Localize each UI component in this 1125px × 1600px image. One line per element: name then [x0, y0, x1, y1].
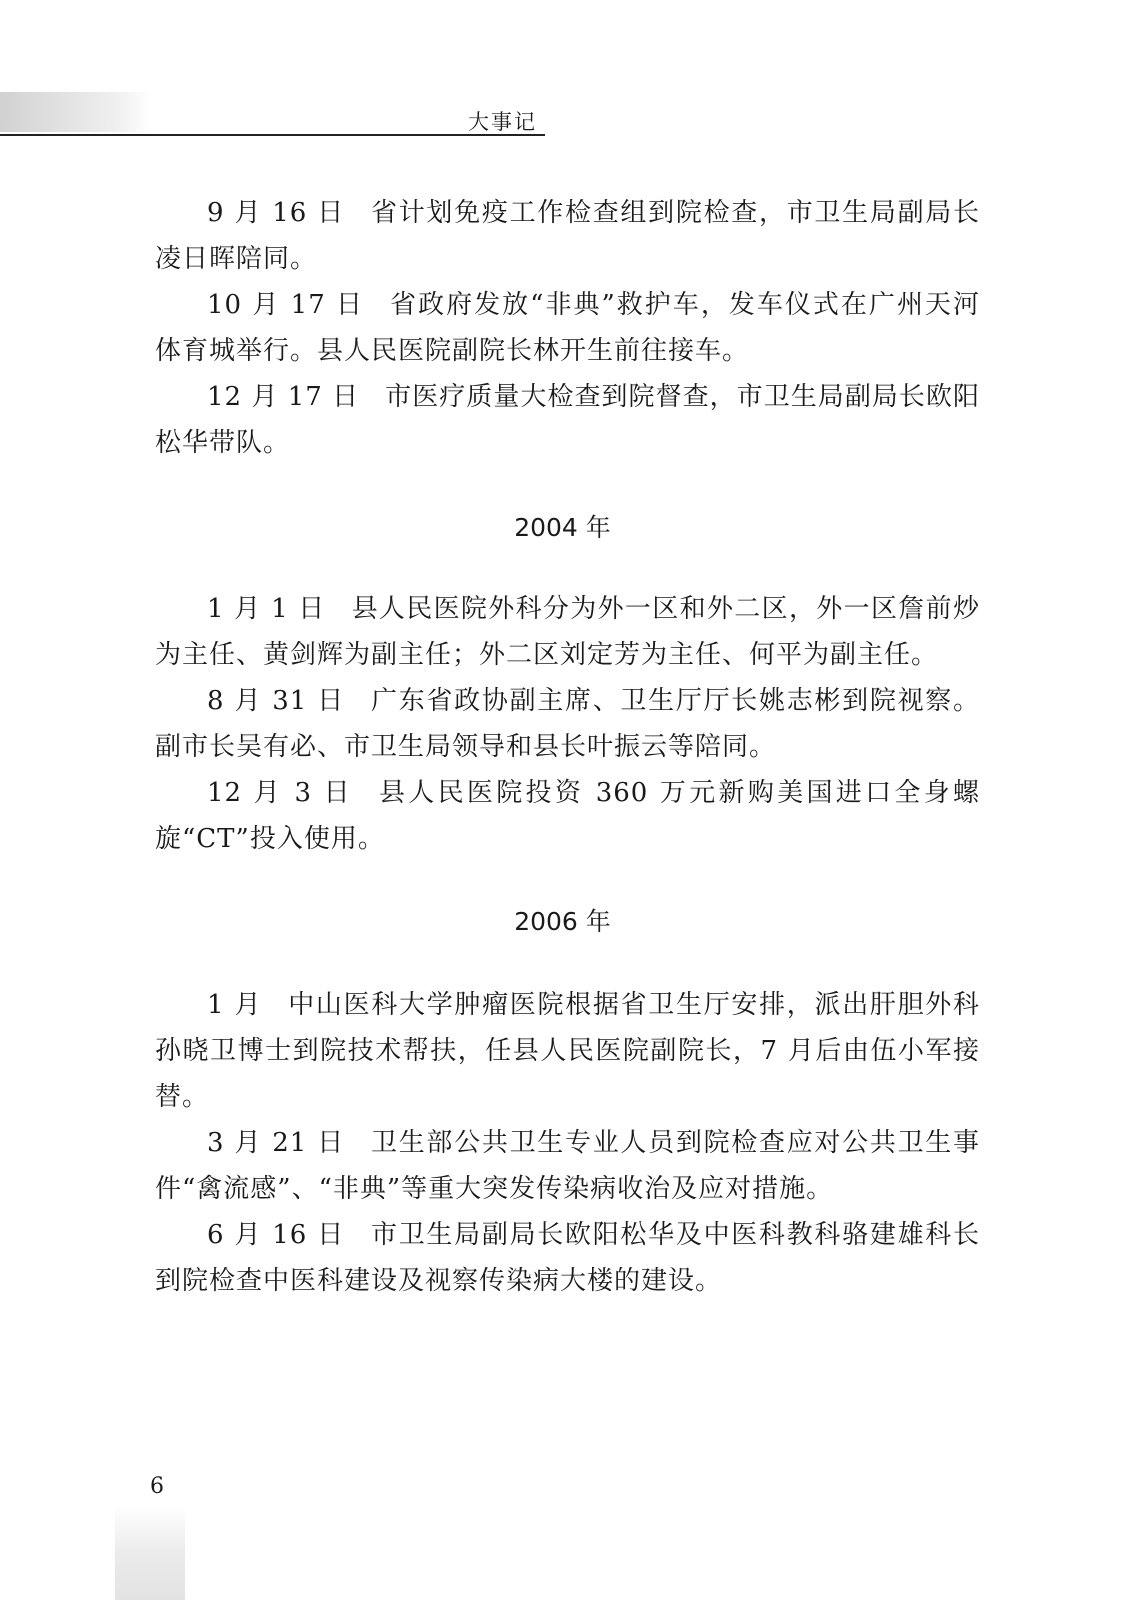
event-date: 3 月 21 日: [207, 1128, 345, 1158]
event-entry: [155, 190, 980, 282]
year-heading-2004: 2004 年: [514, 513, 611, 542]
event-text: 县人民医院投资 360 万元新购美国进口全身螺旋“CT”投入使用。: [155, 778, 981, 854]
event-date: 9 月 16 日: [207, 198, 345, 228]
event-date: 10 月 17 日: [207, 290, 365, 320]
event-entry: [155, 982, 980, 1120]
scan-shadow-bottom: [115, 1505, 185, 1600]
event-date: 8 月 31 日: [207, 686, 345, 716]
year-heading-2006: 2006 年: [514, 907, 611, 936]
event-date: 6 月 16 日: [207, 1220, 345, 1250]
event-date: 1 月: [207, 990, 263, 1020]
event-text: 市医疗质量大检查到院督查，市卫生局副局长欧阳松华带队。: [155, 382, 980, 458]
event-entry: [155, 374, 980, 466]
entries-2003: [155, 190, 980, 466]
event-text: 广东省政协副主席、卫生厅厅长姚志彬到院视察。副市长吴有必、市卫生局领导和县长叶振云等陪同。: [155, 686, 980, 762]
event-entry: [155, 1120, 980, 1212]
event-date: 12 月 17 日: [207, 382, 360, 412]
event-entry: [155, 586, 980, 678]
page-number: 6: [150, 1474, 164, 1499]
entries-2004: [155, 586, 980, 862]
running-header: [0, 100, 545, 136]
event-entry: [155, 1212, 980, 1304]
event-text: 中山医科大学肿瘤医院根据省卫生厅安排，派出肝胆外科孙晓卫博士到院技术帮扶，任县人民医院副院长，7 月后由伍小军接替。: [155, 990, 980, 1112]
event-text: 市卫生局副局长欧阳松华及中医科教科骆建雄科长到院检查中医科建设及视察传染病大楼的建设。: [155, 1220, 980, 1296]
running-header-title: 大事记: [468, 110, 537, 134]
event-date: 1 月 1 日: [207, 594, 326, 624]
event-entry: [155, 282, 980, 374]
event-date: 12 月 3 日: [207, 778, 353, 808]
entries-2006: [155, 982, 980, 1304]
event-text: 省政府发放“非典”救护车，发车仪式在广州天河体育城举行。县人民医院副院长林开生前往接车。: [155, 290, 980, 366]
event-text: 卫生部公共卫生专业人员到院检查应对公共卫生事件“禽流感”、“非典”等重大突发传染病收治及应对措施。: [155, 1128, 980, 1204]
event-text: 省计划免疫工作检查组到院检查，市卫生局副局长凌日晖陪同。: [155, 198, 980, 274]
event-entry: [155, 770, 980, 862]
event-text: 县人民医院外科分为外一区和外二区，外一区詹前炒为主任、黄剑辉为副主任；外二区刘定芳为主任、何平为副主任。: [155, 594, 980, 670]
event-entry: [155, 678, 980, 770]
